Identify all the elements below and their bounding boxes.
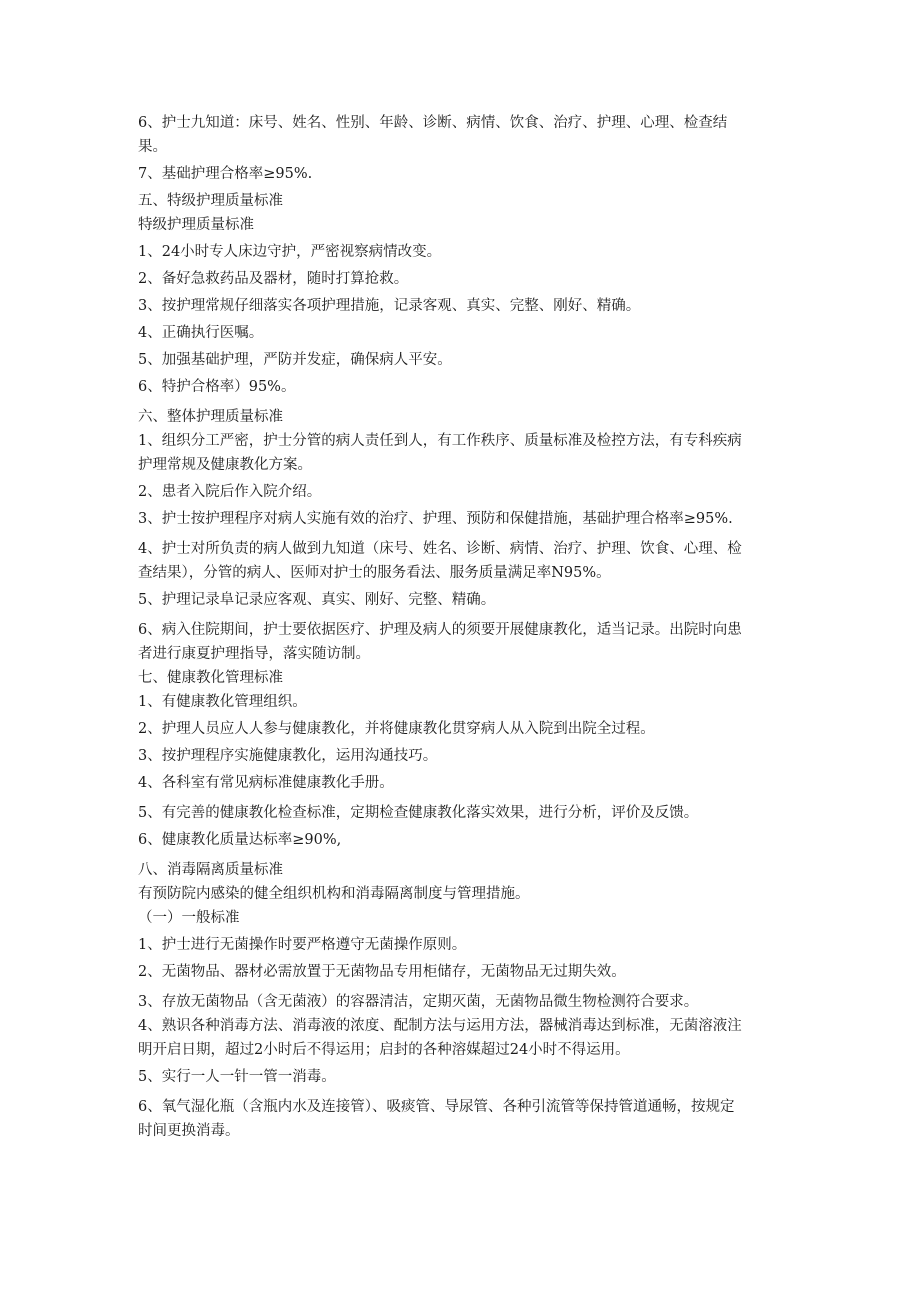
text-line: 1、24小时专人床边守护，严密视察病情改变。 [138, 244, 442, 260]
text-line: 5、有完善的健康教化检查标准，定期检查健康教化落实效果，进行分析，评价及反馈。 [138, 805, 699, 821]
text-line: 4、正确执行医嘱。 [138, 325, 264, 341]
document-body [138, 111, 783, 1143]
text-line: 2、无菌物品、器材必需放置于无菌物品专用柜储存，无菌物品无过期失效。 [138, 964, 626, 980]
text-line: 6、氧气湿化瓶（含瓶内水及连接管）、吸痰管、导尿管、各种引流管等保持管道通畅，按规定 [138, 1099, 735, 1115]
text-line: 3、护士按护理程序对病人实施有效的治疗、护理、预防和保健措施，基础护理合格率≥95%. [138, 511, 733, 527]
text-line: 时间更换消毒。 [138, 1123, 240, 1139]
text-line: 查结果），分管的病人、医师对护士的服务看法、服务质量满足率N95%。 [138, 565, 611, 581]
text-line: 3、按护理程序实施健康教化，运用沟通技巧。 [138, 748, 438, 764]
text-line: 六、整体护理质量标准 [138, 409, 283, 425]
text-line: 护理常规及健康教化方案。 [138, 457, 312, 473]
text-line: （一）一般标准 [138, 910, 240, 926]
text-line: 果。 [138, 139, 167, 155]
text-line: 1、组织分工严密，护士分管的病人责任到人，有工作秩序、质量标准及检控方法，有专科疾病 [138, 433, 742, 449]
text-line: 1、护士进行无菌操作时要严格遵守无菌操作原则。 [138, 937, 467, 953]
text-line: 2、患者入院后作入院介绍。 [138, 484, 322, 500]
text-line: 7、基础护理合格率≥95%. [138, 166, 313, 182]
text-line: 3、按护理常规仔细落实各项护理措施，记录客观、真实、完整、刚好、精确。 [138, 298, 641, 314]
text-line: 3、存放无菌物品（含无菌液）的容器清洁，定期灭菌，无菌物品微生物检测符合要求。 [138, 994, 699, 1010]
text-line: 6、健康教化质量达标率≥90%, [138, 832, 342, 848]
text-line: 6、护士九知道：床号、姓名、性别、年龄、诊断、病情、饮食、治疗、护理、心理、检查结 [138, 115, 728, 131]
text-line: 5、加强基础护理，严防并发症，确保病人平安。 [138, 352, 452, 368]
text-line: 5、护理记录阜记录应客观、真实、刚好、完整、精确。 [138, 592, 496, 608]
text-line: 八、消毒隔离质量标准 [138, 862, 283, 878]
text-line: 2、护理人员应人人参与健康教化，并将健康教化贯穿病人从入院到出院全过程。 [138, 721, 655, 737]
text-line: 4、各科室有常见病标准健康教化手册。 [138, 775, 394, 791]
text-line: 特级护理质量标准 [138, 217, 254, 233]
text-line: 4、护士对所负责的病人做到九知道（床号、姓名、诊断、病情、治疗、护理、饮食、心理、检 [138, 541, 742, 557]
text-line: 6、特护合格率）95%。 [138, 379, 296, 395]
text-line: 五、特级护理质量标准 [138, 193, 283, 209]
text-line: 2、备好急救药品及器材，随时打算抢救。 [138, 271, 409, 287]
text-line: 者进行康夏护理指导，落实随访制。 [138, 646, 370, 662]
text-line: 七、健康教化管理标准 [138, 670, 283, 686]
text-line: 明开启日期，超过2小时后不得运用；启封的各种溶媒超过24小时不得运用。 [138, 1042, 630, 1058]
text-line: 4、熟识各种消毒方法、消毒液的浓度、配制方法与运用方法，器械消毒达到标准，无菌溶液注 [138, 1018, 742, 1034]
text-line: 5、实行一人一针一管一消毒。 [138, 1069, 336, 1085]
text-line: 6、病入住院期间，护士要依据医疗、护理及病人的须要开展健康教化，适当记录。出院时向患 [138, 622, 742, 638]
text-line: 有预防院内感染的健全组织机构和消毒隔离制度与管理措施。 [138, 886, 530, 902]
text-line: 1、有健康教化管理组织。 [138, 694, 307, 710]
